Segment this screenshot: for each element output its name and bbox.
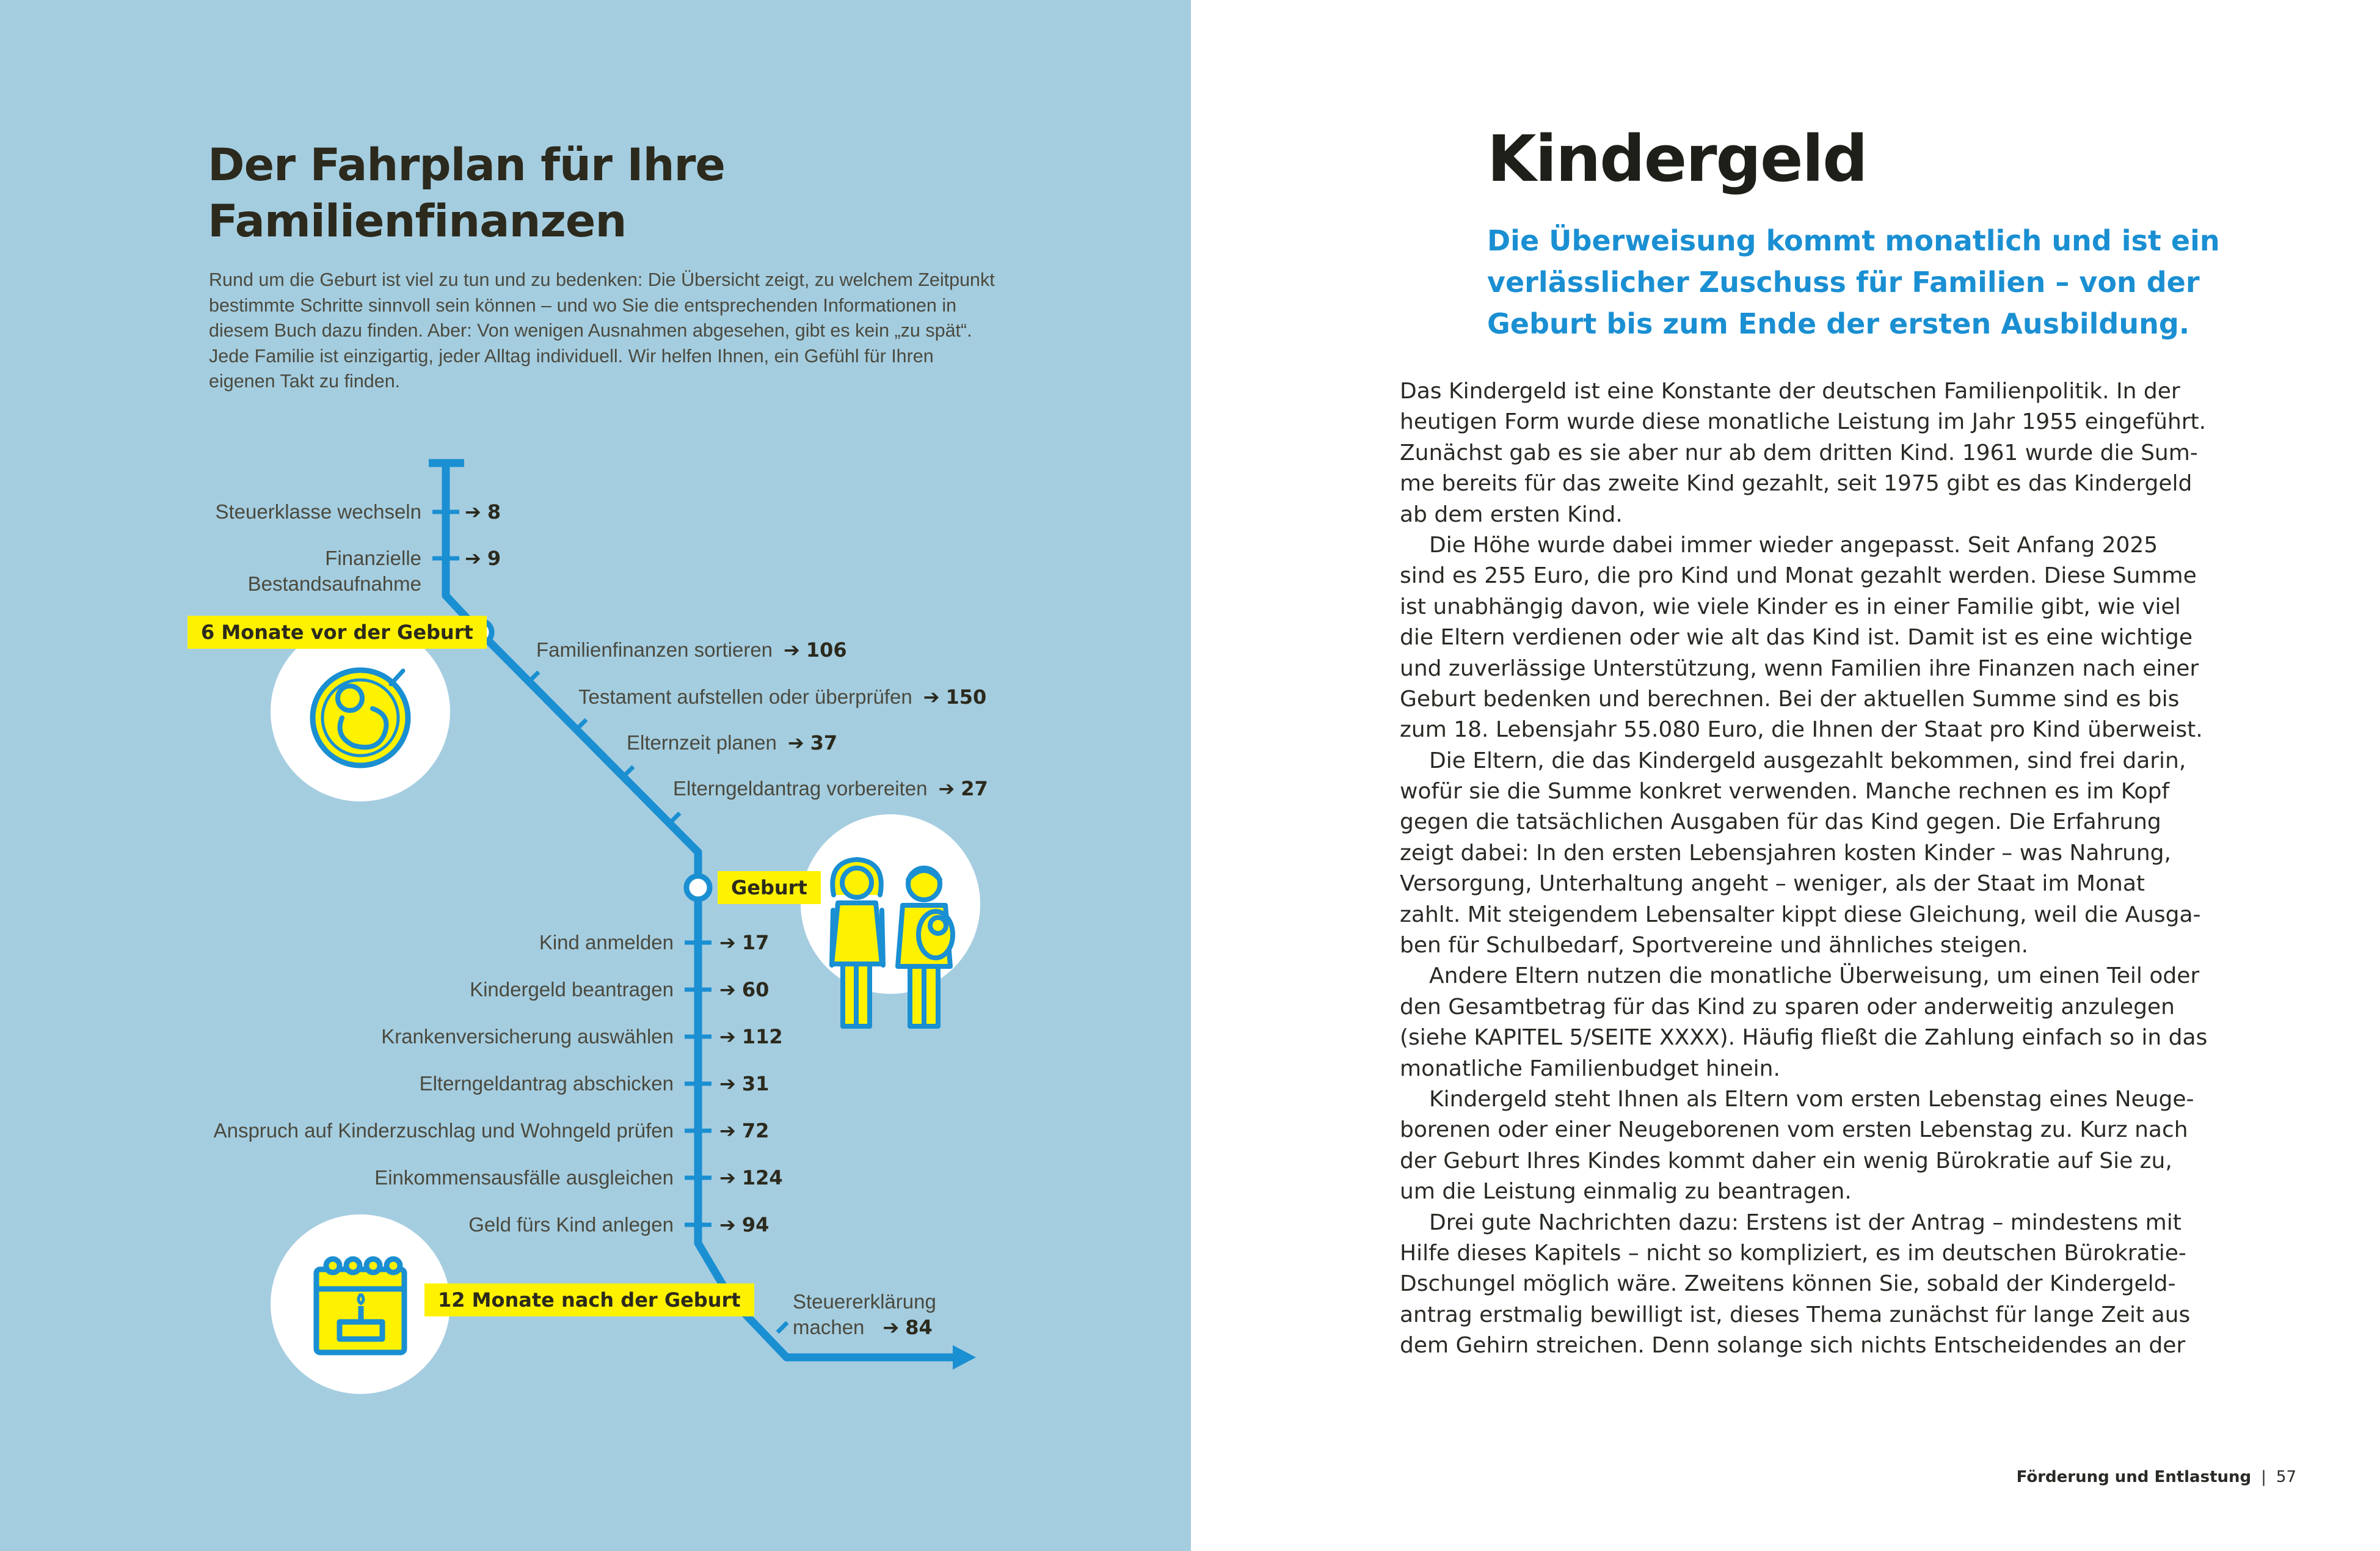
route-tick (577, 720, 586, 729)
body-line: Dschungel möglich wäre. Zweitens können Sie, sobald der Kindergeld- (1400, 1271, 2176, 1297)
route-tick (777, 1323, 787, 1332)
page-footer (1191, 1465, 2296, 1489)
arrow-icon: ➔ (719, 1025, 736, 1048)
intro-line: eigenen Takt zu finden. (209, 371, 401, 392)
footer-section: Förderung und Entlastung (2016, 1468, 2252, 1486)
body-line: die Eltern verdienen oder wie alt das Kind ist. Damit ist es eine wichtige (1400, 625, 2193, 651)
body-line: Kindergeld steht Ihnen als Eltern vom ersten Lebenstag eines Neuge- (1429, 1086, 2194, 1112)
route-tick (670, 813, 680, 823)
page-number: 57 (2276, 1468, 2296, 1486)
page-reference: ➔ 112 (719, 1025, 783, 1048)
body-line: ist unabhängig davon, wie viele Kinder es in einer Familie gibt, wie viel (1400, 594, 2181, 619)
lead-line: Geburt bis zum Ende der ersten Ausbildung. (1487, 307, 2190, 340)
body-line: Geburt bedenken und berechnen. Bei der aktuellen Summe sind es bis (1400, 686, 2180, 712)
stop-label: Einkommensausfälle ausgleichen (374, 1166, 674, 1189)
page-reference: ➔ 94 (719, 1213, 770, 1236)
stop-label: Krankenversicherung auswählen (381, 1025, 674, 1048)
stop-label: Elterngeldantrag vorbereiten ➔ 27 (673, 777, 988, 800)
body-line: Andere Eltern nutzen die monatliche Überweisung, um einen Teil oder (1429, 963, 2200, 989)
arrow-icon: ➔ (787, 731, 804, 754)
arrow-icon: ➔ (938, 777, 955, 800)
page-reference: ➔ 37 (787, 731, 838, 754)
stop-label: Elterngeldantrag abschicken (419, 1072, 674, 1095)
page-reference: ➔ 150 (923, 685, 987, 709)
body-line: Das Kindergeld ist eine Konstante der deutschen Familienpolitik. In der (1400, 379, 2180, 404)
stop-label: Kind anmelden (539, 931, 674, 954)
arrow-icon: ➔ (719, 1213, 736, 1236)
arrow-icon: ➔ (719, 1166, 736, 1189)
stop-label: Finanzielle Bestandsaufnahme (247, 547, 421, 595)
arrow-icon: ➔ (719, 1072, 736, 1095)
page-reference: ➔ 9 (465, 547, 501, 570)
body-line: wofür sie die Summe konkret verwenden. Manche rechnen es im Kopf (1400, 779, 2170, 805)
body-line: me bereits für das zweite Kind gezahlt, seit 1975 gibt es das Kindergeld (1400, 471, 2193, 497)
body-line: dem Gehirn streichen. Denn solange sich nichts Entscheidendes an der (1400, 1333, 2186, 1359)
page-reference: ➔ 124 (719, 1166, 783, 1189)
body-line: der Geburt Ihres Kindes kommt daher ein wenig Bürokratie auf Sie zu, (1400, 1148, 2172, 1173)
lead-line: verlässlicher Zuschuss für Familien – von der (1487, 266, 2200, 299)
stop-label: Kindergeld beantragen (470, 978, 674, 1001)
station-circle (686, 876, 710, 899)
body-line: Die Höhe wurde dabei immer wieder angepasst. Seit Anfang 2025 (1429, 532, 2158, 558)
body-line: heutigen Form wurde diese monatliche Leistung im Jahr 1955 eingeführt. (1400, 409, 2207, 435)
arrow-icon: ➔ (465, 547, 481, 570)
body-line: gegen die tatsächlichen Ausgaben für das Kind gegen. Die Erfahrung (1400, 809, 2161, 835)
milestone-birth: Geburt (718, 871, 821, 904)
right-page (1191, 0, 2380, 1551)
route-tick (624, 767, 633, 776)
stop-label: Elternzeit planen ➔ 37 (627, 731, 838, 754)
body-text (1400, 376, 2208, 1362)
body-line: ab dem ersten Kind. (1400, 502, 1623, 527)
body-line: Hilfe dieses Kapitels – nicht so kompliziert, es im deutschen Bürokratie- (1400, 1240, 2186, 1266)
arrow-icon: ➔ (882, 1316, 900, 1339)
stop-label: Familienfinanzen sortieren ➔ 106 (536, 638, 847, 662)
body-line: zeigt dabei: In den ersten Lebensjahren kosten Kinder – was Nahrung, (1400, 840, 2171, 866)
body-line: ben für Schulbedarf, Sportvereine und ähnliches steigen. (1400, 933, 2029, 958)
body-line: Zunächst gab es sie aber nur ab dem dritten Kind. 1961 wurde die Sum- (1400, 440, 2198, 465)
body-line: um die Leistung einmalig zu beantragen. (1400, 1179, 1852, 1205)
arrow-icon: ➔ (719, 931, 736, 954)
arrow-icon: ➔ (719, 1119, 736, 1142)
arrow-icon: ➔ (465, 500, 481, 524)
stop-label: Geld fürs Kind anlegen (468, 1213, 674, 1236)
page-reference: ➔ 60 (719, 978, 770, 1001)
chapter-title: Kindergeld (1487, 122, 1867, 196)
page-reference: ➔ 8 (465, 500, 501, 524)
title-line: Der Fahrplan für Ihre (208, 139, 726, 191)
route-tick (529, 672, 539, 682)
page-reference: ➔ 106 (784, 638, 847, 662)
intro-line: bestimmte Schritte sinnvoll sein können – und wo Sie die entsprechenden Informationen in (209, 294, 957, 316)
lead-paragraph (1487, 220, 2281, 345)
body-line: borenen oder einer Neugeborenen vom ersten Lebenstag zu. Kurz nach (1400, 1117, 2188, 1143)
page-reference: ➔ 17 (719, 931, 770, 954)
milestone-before-birth: 6 Monate vor der Geburt (187, 616, 487, 649)
arrow-icon: ➔ (784, 638, 800, 662)
title-line: Familienfinanzen (208, 195, 627, 247)
page-reference: ➔ 72 (719, 1119, 770, 1142)
body-line: (siehe KAPITEL 5/SEITE XXXX). Häufig fließt die Zahlung einfach so in das (1400, 1025, 2208, 1051)
body-line: Drei gute Nachrichten dazu: Erstens ist der Antrag – mindestens mit (1429, 1210, 2182, 1235)
arrow-icon: ➔ (719, 978, 736, 1001)
body-line: sind es 255 Euro, die pro Kind und Monat gezahlt werden. Diese Summe (1400, 563, 2197, 589)
stop-label: Anspruch auf Kinderzuschlag und Wohngeld prüfen (213, 1119, 674, 1142)
lead-line: Die Überweisung kommt monatlich und ist ein (1487, 224, 2220, 257)
body-line: Die Eltern, die das Kindergeld ausgezahlt bekommen, sind frei darin, (1429, 748, 2186, 773)
pregnancy-icon (313, 670, 408, 765)
body-line: zahlt. Mit steigendem Lebensalter kippt diese Gleichung, weil die Ausga- (1400, 902, 2201, 927)
route-arrow-icon (953, 1345, 976, 1370)
body-line: monatliche Familienbudget hinein. (1400, 1056, 1780, 1081)
page-reference: ➔ 31 (719, 1072, 770, 1095)
calendar-cake-icon (316, 1259, 404, 1352)
stop-label: Testament aufstellen oder überprüfen ➔ 150 (578, 685, 987, 709)
arrow-icon: ➔ (923, 685, 940, 709)
intro-line: Rund um die Geburt ist viel zu tun und zu bedenken: Die Übersicht zeigt, zu welchem Zeitpunkt (209, 269, 995, 290)
icon-background-circle (801, 814, 980, 994)
intro-line: Jede Familie ist einzigartig, jeder Alltag individuell. Wir helfen Ihnen, ein Gefühl für Ihren (209, 345, 934, 367)
footer-separator: | (2261, 1468, 2266, 1486)
body-line: den Gesamtbetrag für das Kind zu sparen oder anderweitig anzulegen (1400, 994, 2175, 1020)
body-line: Versorgung, Unterhaltung angeht – weniger, als der Staat im Monat (1400, 871, 2145, 897)
body-line: und zuverlässige Unterstützung, wenn Familien ihre Finanzen nach einer (1400, 655, 2199, 681)
page-reference: ➔ 84 (882, 1316, 933, 1339)
body-line: zum 18. Lebensjahr 55.080 Euro, die Ihnen der Staat pro Kind überweist. (1400, 717, 2203, 743)
stop-label: Steuerklasse wechseln (215, 500, 421, 523)
intro-line: diesem Buch dazu finden. Aber: Von wenigen Ausnahmen abgesehen, gibt es kein „zu spät“. (209, 320, 972, 341)
milestone-after-birth: 12 Monate nach der Geburt (424, 1283, 754, 1316)
body-line: antrag erstmalig bewilligt ist, dieses Thema zunächst für lange Zeit aus (1400, 1302, 2191, 1327)
page-reference: ➔ 27 (938, 777, 988, 800)
stop-label: Steuererklärung machen ➔ 84 (793, 1290, 936, 1339)
